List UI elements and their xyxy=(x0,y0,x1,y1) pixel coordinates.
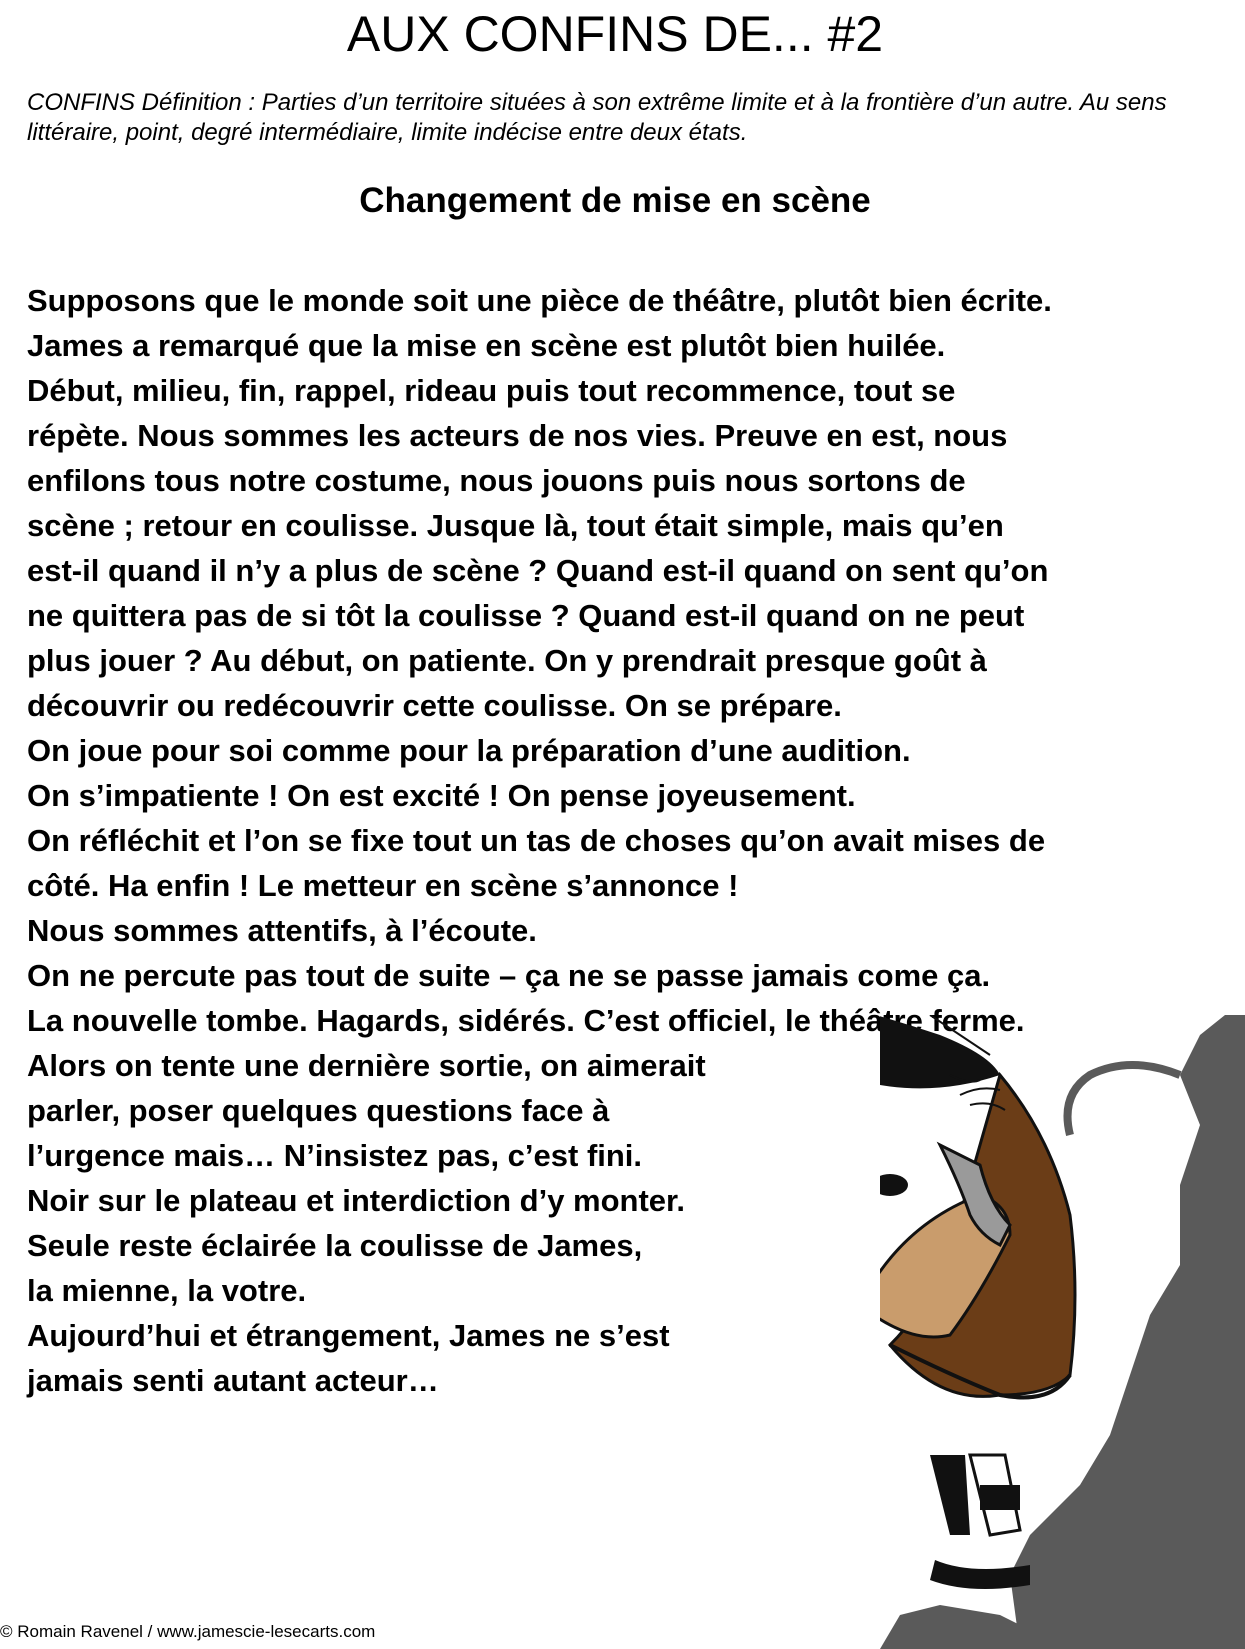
story-line: On s’impatiente ! On est excité ! On pense joyeusement. xyxy=(27,778,856,813)
story-line: parler, poser quelques questions face à xyxy=(27,1093,610,1128)
story-line: On ne percute pas tout de suite – ça ne se passe jamais come ça. xyxy=(27,958,991,993)
story-line: enfilons tous notre costume, nous jouons puis nous sortons de xyxy=(27,463,966,498)
story-line: découvrir ou redécouvrir cette coulisse. On se prépare. xyxy=(27,688,842,723)
story-line: Aujourd’hui et étrangement, James ne s’est xyxy=(27,1318,670,1353)
story-line: scène ; retour en coulisse. Jusque là, tout était simple, mais qu’en xyxy=(27,508,1004,543)
story-line: La nouvelle tombe. Hagards, sidérés. C’est officiel, le théâtre ferme. xyxy=(27,1003,1025,1038)
story-line: la mienne, la votre. xyxy=(27,1273,307,1308)
legs xyxy=(930,1455,1030,1589)
story-line: James a remarqué que la mise en scène est plutôt bien huilée. xyxy=(27,328,946,363)
story-line: Début, milieu, fin, rappel, rideau puis tout recommence, tout se xyxy=(27,373,956,408)
story-line: plus jouer ? Au début, on patiente. On y prendrait presque goût à xyxy=(27,643,987,678)
story-line: Alors on tente une dernière sortie, on aimerait xyxy=(27,1048,706,1083)
story-line: Noir sur le plateau et interdiction d’y monter. xyxy=(27,1183,686,1218)
story-line: ne quittera pas de si tôt la coulisse ? Quand est-il quand on ne peut xyxy=(27,598,1025,633)
nose-shape xyxy=(880,1174,908,1196)
subtitle: Changement de mise en scène xyxy=(359,181,871,220)
definition-text: CONFINS Définition : Parties d’un territoire situées à son extrême limite et à la frontière d’un autre. Au sens littéraire, point, degré intermédiaire, limite indécise entre deux états. xyxy=(27,89,1167,146)
story-line: répète. Nous sommes les acteurs de nos vies. Preuve en est, nous xyxy=(27,418,1008,453)
story-line: est-il quand il n’y a plus de scène ? Quand est-il quand on sent qu’on xyxy=(27,553,1049,588)
story-line: jamais senti autant acteur… xyxy=(27,1363,439,1398)
james-illustration xyxy=(880,1015,1245,1649)
copyright-footer: © Romain Ravenel / www.jamescie-lesecarts.com xyxy=(0,1622,376,1641)
story-line: l’urgence mais… N’insistez pas, c’est fini. xyxy=(27,1138,643,1173)
page-title: AUX CONFINS DE... #2 xyxy=(346,6,884,62)
story-line: Nous sommes attentifs, à l’écoute. xyxy=(27,913,537,948)
hat-shape xyxy=(880,1015,1000,1088)
story-line: côté. Ha enfin ! Le metteur en scène s’annonce ! xyxy=(27,868,739,903)
story-line: Supposons que le monde soit une pièce de théâtre, plutôt bien écrite. xyxy=(27,283,1052,318)
story-line: Seule reste éclairée la coulisse de James, xyxy=(27,1228,643,1263)
story-line: On réfléchit et l’on se fixe tout un tas de choses qu’on avait mises de xyxy=(27,823,1046,858)
story-line: On joue pour soi comme pour la préparation d’une audition. xyxy=(27,733,911,768)
